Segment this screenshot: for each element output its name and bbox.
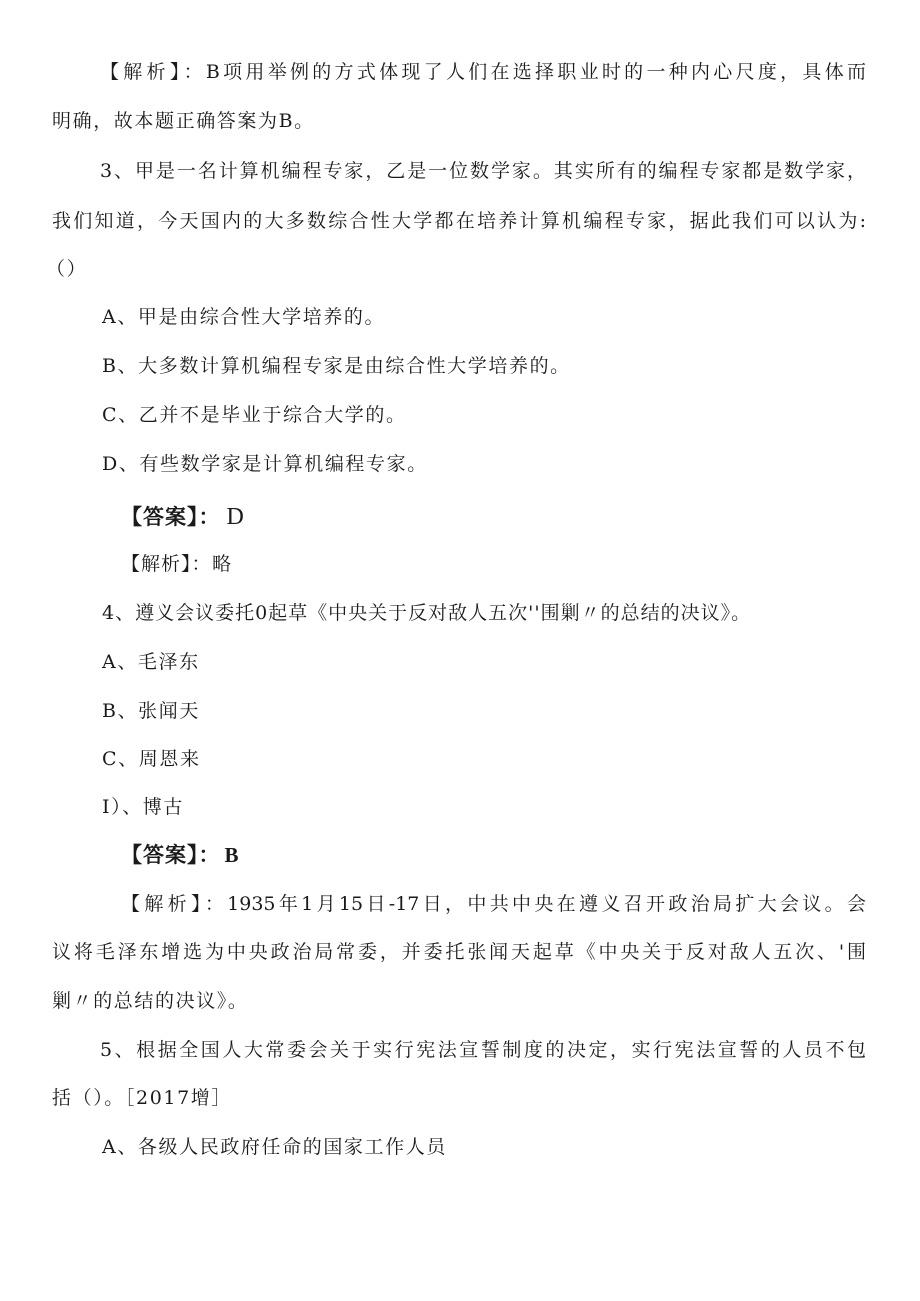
q3-stem-line2: 我们知道，今天国内的大多数综合性大学都在培养计算机编程专家，据此我们可以认为: <box>52 210 866 232</box>
q5-stem-line2: 括（）。［2017增］ <box>52 1087 232 1109</box>
q3-explanation: 【解析】：略 <box>121 553 233 575</box>
q4-option-b: B、张闻天 <box>102 700 200 722</box>
q3-option-c: C、乙并不是毕业于综合大学的。 <box>102 404 407 426</box>
q3-option-a: A、甲是由综合性大学培养的。 <box>102 306 386 328</box>
answer-tag: 【答案】 <box>121 843 199 867</box>
answer-value: B <box>224 843 241 867</box>
q4-option-d: I）、博古 <box>102 796 185 818</box>
q3-stem-line1: 3、甲是一名计算机编程专家，乙是一位数学家。其实所有的编程专家都是数学家， <box>100 160 866 182</box>
q4-answer: 【答案】： B <box>121 843 241 867</box>
q4-explanation-line3: 剿〃的总结的决议》。 <box>52 990 249 1012</box>
explanation-tag: 【解析】 <box>100 61 184 83</box>
q5-option-a: A、各级人民政府任命的国家工作人员 <box>102 1136 447 1158</box>
q3-stem-line3: （） <box>46 258 88 280</box>
q2-explanation-line1: 【解析】：B项用举例的方式体现了人们在选择职业时的一种内心尺度，具体而 <box>100 61 866 83</box>
q4-explanation-line2: 议将毛泽东增选为中央政治局常委，并委托张闻天起草《中央关于反对敌人五次、'围 <box>52 941 866 963</box>
answer-value: D <box>226 504 246 530</box>
q4-explanation-line1: 【解析】：1935年1月15日-17日，中共中央在遵义召开政治局扩大会议。会 <box>121 893 866 915</box>
explanation-tag: 【解析】 <box>121 893 205 915</box>
q4-option-c: C、周恩来 <box>102 748 201 770</box>
q3-option-d: D、有些数学家是计算机编程专家。 <box>102 453 428 475</box>
q4-stem: 4、遵义会议委托0起草《中央关于反对敌人五次''围剿〃的总结的决议》。 <box>102 602 752 624</box>
explanation-tag: 【解析】 <box>121 553 192 575</box>
q4-option-a: A、毛泽东 <box>102 651 200 673</box>
q2-explanation-line2: 明确，故本题正确答案为B。 <box>52 110 315 132</box>
q3-option-b: B、大多数计算机编程专家是由综合性大学培养的。 <box>102 355 571 377</box>
q5-stem-line1: 5、根据全国人大常委会关于实行宪法宣誓制度的决定，实行宪法宣誓的人员不包 <box>100 1039 866 1061</box>
q3-answer: 【答案】： D <box>121 504 246 530</box>
answer-tag: 【答案】 <box>121 505 199 529</box>
